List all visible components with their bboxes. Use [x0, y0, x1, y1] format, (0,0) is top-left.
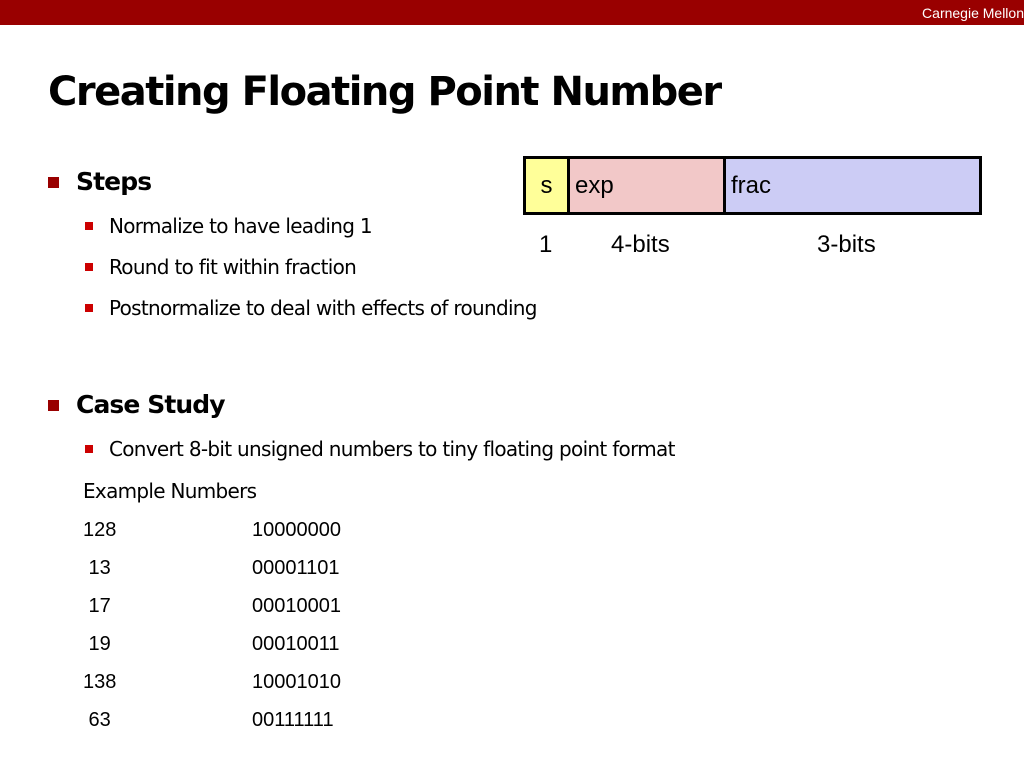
- field-exp: exp: [570, 159, 726, 212]
- example-decimal: 128: [83, 519, 117, 541]
- example-row: [0, 707, 500, 733]
- square-bullet-icon: [48, 400, 59, 411]
- example-binary: 10001010: [252, 671, 341, 693]
- bullet-postnormalize: [85, 295, 537, 321]
- example-decimal: 63: [83, 709, 111, 731]
- bullet-normalize: [85, 213, 372, 239]
- frac-bits-label: 3-bits: [817, 231, 876, 258]
- brand-label: Carnegie Mellon: [922, 5, 1024, 21]
- fp-format-diagram: [523, 156, 982, 215]
- example-row: [0, 631, 500, 657]
- bullet-convert: [85, 436, 675, 462]
- example-decimal: 17: [83, 595, 111, 617]
- example-binary: 00010001: [252, 595, 341, 617]
- sign-bits-label: 1: [539, 231, 553, 258]
- example-row: [0, 669, 500, 695]
- example-row: [0, 593, 500, 619]
- example-decimal: 13: [83, 557, 111, 579]
- section-heading-case-study: Case Study: [76, 390, 225, 419]
- bullet-round: [85, 254, 356, 280]
- example-decimal: 19: [83, 633, 111, 655]
- bullet-text: Normalize to have leading 1: [109, 214, 372, 238]
- field-frac: frac: [726, 159, 979, 212]
- bullet-steps: [48, 166, 151, 198]
- square-bullet-icon: [85, 304, 93, 312]
- example-binary: 00111111: [252, 709, 334, 731]
- example-decimal: 138: [83, 671, 117, 693]
- square-bullet-icon: [48, 177, 59, 188]
- bullet-case-study: [48, 389, 225, 421]
- exp-bits-label: 4-bits: [611, 231, 670, 258]
- example-row: [0, 555, 500, 581]
- examples-heading: Example Numbers: [83, 479, 257, 503]
- example-binary: 00010011: [252, 633, 340, 655]
- field-sign: s: [526, 159, 570, 212]
- square-bullet-icon: [85, 263, 93, 271]
- square-bullet-icon: [85, 222, 93, 230]
- bullet-text: Round to fit within fraction: [109, 255, 357, 279]
- header-bar: [0, 0, 1024, 25]
- section-heading-steps: Steps: [76, 167, 152, 196]
- bullet-text: Postnormalize to deal with effects of rounding: [109, 296, 537, 320]
- example-binary: 00001101: [252, 557, 340, 579]
- square-bullet-icon: [85, 445, 93, 453]
- slide-title: Creating Floating Point Number: [48, 69, 721, 115]
- example-row: [0, 517, 500, 543]
- bullet-text: Convert 8-bit unsigned numbers to tiny floating point format: [109, 437, 675, 461]
- example-binary: 10000000: [252, 519, 341, 541]
